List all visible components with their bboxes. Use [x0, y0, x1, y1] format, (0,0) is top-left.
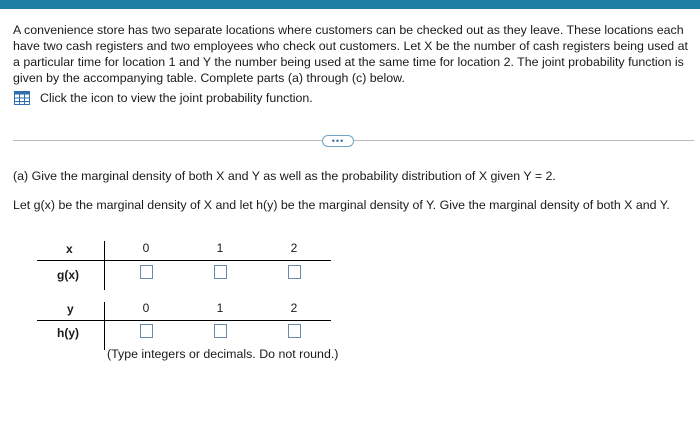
- x-header-1: 1: [216, 241, 224, 255]
- hy-0-input[interactable]: [140, 324, 153, 338]
- table-grid-icon[interactable]: [14, 91, 30, 105]
- x-table-rule: [37, 260, 331, 261]
- y-header-2: 2: [290, 301, 298, 315]
- hy-2-input[interactable]: [288, 324, 301, 338]
- x-header-2: 2: [290, 241, 298, 255]
- answer-format-note: (Type integers or decimals. Do not round.): [107, 347, 339, 361]
- problem-intro: A convenience store has two separate locations where customers can be checked out as they leave. These locations each have two cash registers and two employees who check out customers. Let X be the number of cash registers being used at a particular time for location 1 and Y the number being used at the same time for location 2. The joint probability function is given by the accompanying table. Complete parts (a) through (c) below.: [13, 23, 688, 85]
- y-var-label: y: [67, 302, 74, 316]
- part-a-question: (a) Give the marginal density of both X and Y as well as the probability distribution of X given Y = 2.: [13, 169, 556, 183]
- top-accent-bar: [0, 0, 700, 9]
- more-button[interactable]: •••: [322, 135, 354, 147]
- gx-1-input[interactable]: [214, 265, 227, 279]
- y-table-divider: [104, 302, 105, 350]
- hy-label: h(y): [57, 326, 79, 340]
- y-header-1: 1: [216, 301, 224, 315]
- x-var-label: x: [66, 242, 73, 256]
- joint-probability-link-label[interactable]: Click the icon to view the joint probability function.: [40, 91, 313, 105]
- gx-label: g(x): [57, 268, 79, 282]
- gx-2-input[interactable]: [288, 265, 301, 279]
- y-table-rule: [37, 320, 331, 321]
- joint-probability-link[interactable]: [14, 90, 313, 106]
- y-header-0: 0: [142, 301, 150, 315]
- part-a-instruction: Let g(x) be the marginal density of X and let h(y) be the marginal density of Y. Give the marginal density of both X and Y.: [13, 198, 670, 212]
- hy-1-input[interactable]: [214, 324, 227, 338]
- x-table-divider: [104, 241, 105, 290]
- gx-0-input[interactable]: [140, 265, 153, 279]
- x-header-0: 0: [142, 241, 150, 255]
